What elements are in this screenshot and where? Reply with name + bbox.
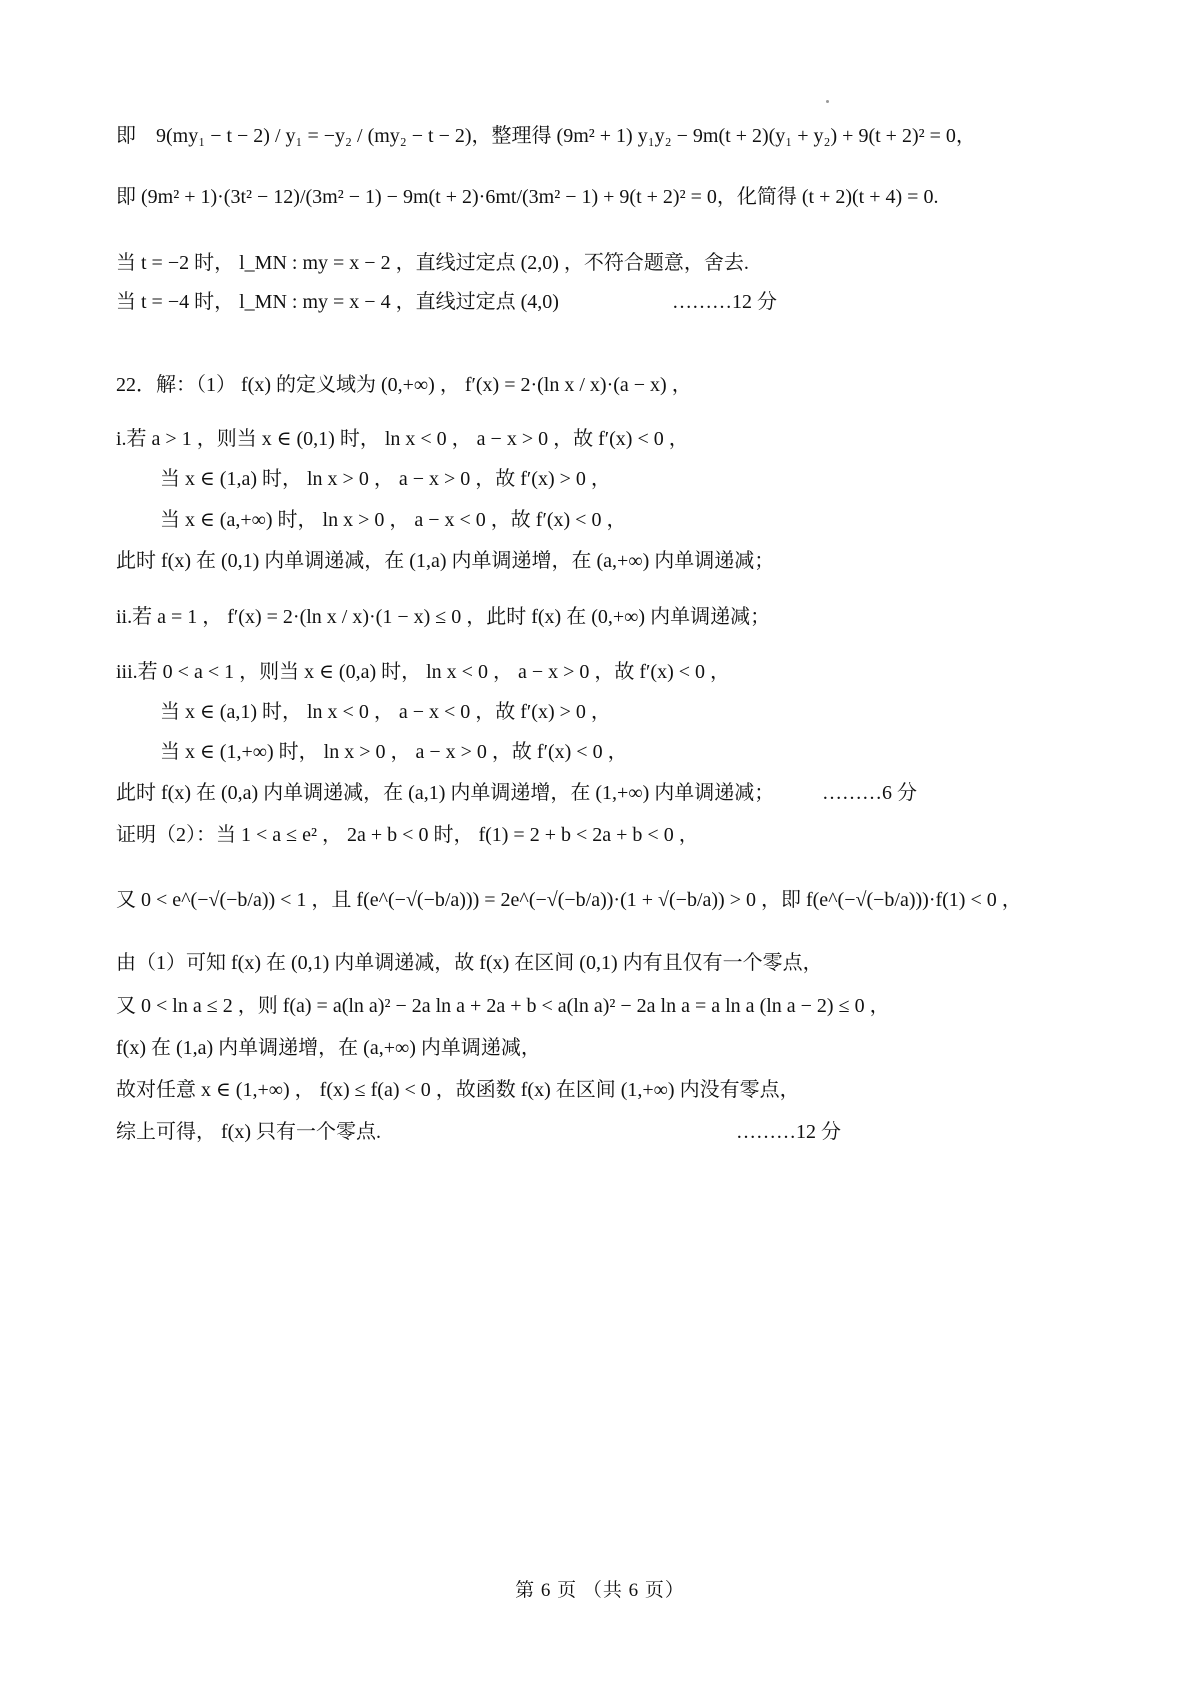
case-i-conclusion: 此时 f(x) 在 (0,1) 内单调递减，在 (1,a) 内单调递增，在 (a,+∞) 内单调递减； bbox=[116, 550, 775, 572]
proof-2-line-1: 证明（2）：当 1 < a ≤ e² ， 2a + b < 0 时， f(1) = 2 + b < 2a + b < 0 ， bbox=[116, 824, 699, 846]
case-iii-conclusion: 此时 f(x) 在 (0,a) 内单调递减，在 (a,1) 内单调递增，在 (1,+∞) 内单调递减； bbox=[116, 782, 775, 804]
proof-2-line-4: 又 0 < ln a ≤ 2 ，则 f(a) = a(ln a)² − 2a ln a + 2a + b < a(ln a)² − 2a ln a = a ln a (ln a − 2) ≤ 0 ， bbox=[116, 995, 890, 1017]
score-marker-6: ………6 分 bbox=[822, 782, 917, 804]
case-t-minus-4: 当 t = −4 时， l_MN : my = x − 4 ，直线过定点 (4,0) bbox=[116, 291, 559, 313]
score-marker-12: ………12 分 bbox=[672, 291, 777, 313]
case-i-line-1: i.若 a > 1 ，则当 x ∈ (0,1) 时， ln x < 0 ， a − x > 0 ，故 f′(x) < 0 ， bbox=[116, 428, 689, 450]
scan-speck bbox=[826, 100, 829, 103]
case-iii-line-1: iii.若 0 < a < 1 ，则当 x ∈ (0,a) 时， ln x < 0 ， a − x > 0 ，故 f′(x) < 0 ， bbox=[116, 661, 731, 683]
case-i-line-2: 当 x ∈ (1,a) 时， ln x > 0 ， a − x > 0 ，故 f′(x) > 0 ， bbox=[160, 468, 611, 490]
case-t-minus-2: 当 t = −2 时， l_MN : my = x − 2 ，直线过定点 (2,0) ，不符合题意，舍去. bbox=[116, 252, 749, 274]
case-iii-line-3: 当 x ∈ (1,+∞) 时， ln x > 0 ， a − x > 0 ，故 f′(x) < 0 ， bbox=[160, 741, 628, 763]
proof-2-line-2: 又 0 < e^(−√(−b/a)) < 1 ，且 f(e^(−√(−b/a))) = 2e^(−√(−b/a))·(1 + √(−b/a)) > 0 ，即 f(e^(−√(−b/a)))·f(1) < 0 ， bbox=[116, 889, 1022, 911]
proof-2-line-6: 故对任意 x ∈ (1,+∞) ， f(x) ≤ f(a) < 0 ，故函数 f(x) 在区间 (1,+∞) 内没有零点， bbox=[116, 1079, 800, 1101]
case-iii-line-2: 当 x ∈ (a,1) 时， ln x < 0 ， a − x < 0 ，故 f′(x) > 0 ， bbox=[160, 701, 611, 723]
page-footer: 第 6 页 （共 6 页） bbox=[515, 1580, 685, 1601]
case-i-line-3: 当 x ∈ (a,+∞) 时， ln x > 0 ， a − x < 0 ，故 f′(x) < 0 ， bbox=[160, 509, 627, 531]
equation-line-1: 即 9(my₁ − t − 2) / y₁ = −y₂ / (my₂ − t − 2)，整理得 (9m² + 1) y₁y₂ − 9m(t + 2)(y₁ + y₂) + 9(t + 2)² = 0， bbox=[116, 125, 976, 147]
proof-2-line-3: 由（1）可知 f(x) 在 (0,1) 内单调递减，故 f(x) 在区间 (0,1) 内有且仅有一个零点， bbox=[116, 952, 823, 974]
equation-line-2: 即 (9m² + 1)·(3t² − 12)/(3m² − 1) − 9m(t + 2)·6mt/(3m² − 1) + 9(t + 2)² = 0，化简得 (t + 2)(t + 4) = 0. bbox=[116, 186, 939, 208]
proof-2-line-5: f(x) 在 (1,a) 内单调递增，在 (a,+∞) 内单调递减， bbox=[116, 1037, 541, 1059]
score-marker-12-final: ………12 分 bbox=[736, 1121, 841, 1143]
problem-22-header: 22．解：（1） f(x) 的定义域为 (0,+∞) ， f′(x) = 2·(ln x / x)·(a − x) ， bbox=[116, 374, 692, 396]
proof-2-conclusion: 综上可得， f(x) 只有一个零点. bbox=[116, 1121, 381, 1143]
case-ii-line: ii.若 a = 1 ， f′(x) = 2·(ln x / x)·(1 − x) ≤ 0 ，此时 f(x) 在 (0,+∞) 内单调递减； bbox=[116, 606, 771, 628]
